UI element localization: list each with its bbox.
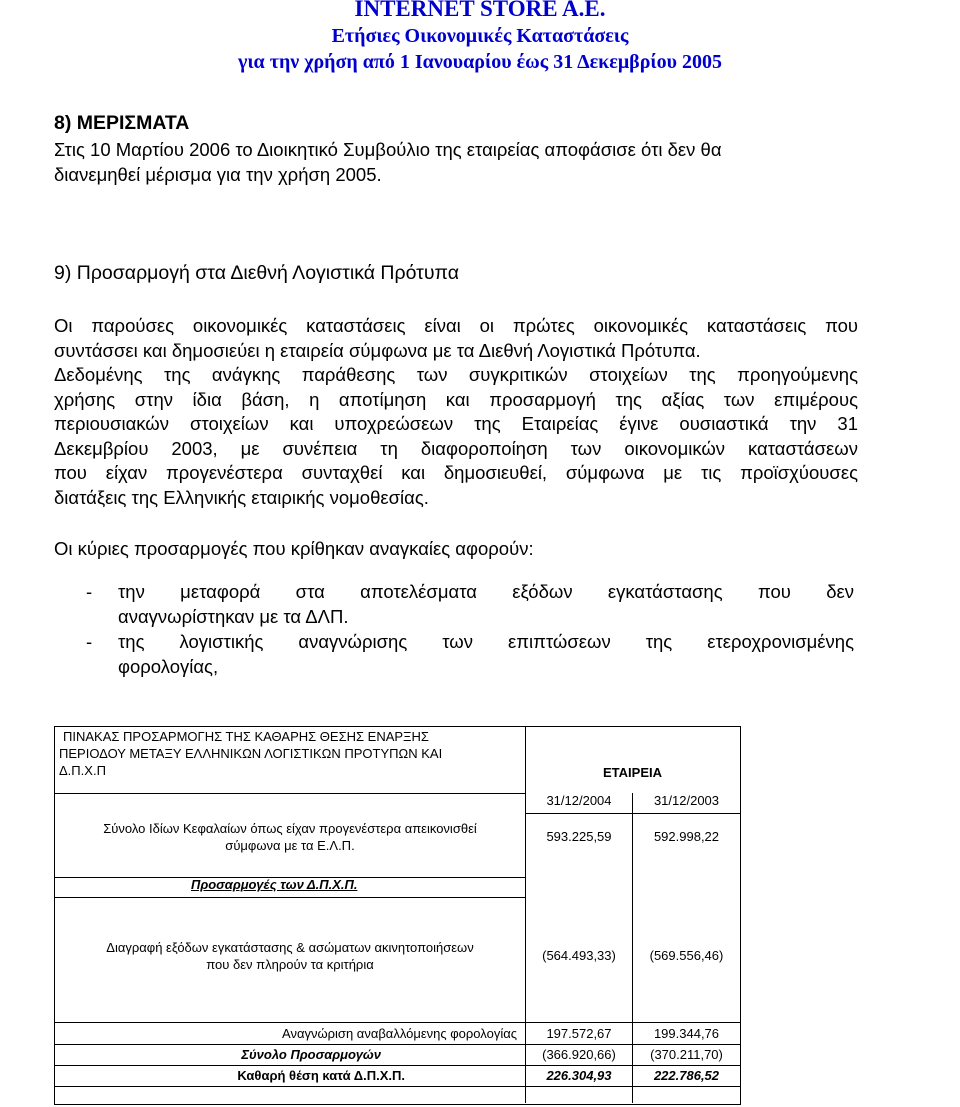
bullet-dash: -	[86, 581, 93, 602]
total-adjustments-text: Σύνολο Προσαρμογών	[241, 1047, 381, 1062]
table-divider	[525, 813, 740, 814]
table-title-line: ΠΙΝΑΚΑΣ ΠΡΟΣΑΡΜΟΓΗΣ ΤΗΣ ΚΑΘΑΡΗΣ ΘΕΣΗΣ ΕΝΑΡΞΗΣ	[63, 729, 429, 744]
bullet-line: φορολογίας,	[118, 655, 219, 677]
equity-label	[55, 820, 525, 854]
adjustments-heading: Προσαρμογές των Δ.Π.Χ.Π.	[191, 877, 358, 892]
table-title-line: ΠΕΡΙΟΔΟΥ ΜΕΤΑΞΥ ΕΛΛΗΝΙΚΩΝ ΛΟΓΙΣΤΙΚΩΝ ΠΡΟΤΥΠΩΝ ΚΑΙ	[59, 746, 443, 761]
adjustment-table	[54, 726, 741, 1105]
column-2003-header: 31/12/2003	[653, 793, 720, 808]
writeoff-label-line: που δεν πληρούν τα κριτήρια	[206, 957, 374, 972]
table-divider	[55, 1044, 740, 1045]
deferred-tax-2003: 199.344,76	[653, 1026, 720, 1041]
paragraph-line: Δεδομένης της ανάγκης παράθεσης των συγκριτικών στοιχείων της προηγούμενης	[54, 364, 858, 385]
bullet-text	[118, 630, 854, 679]
report-subtitle: Ετήσιες Οικονομικές Καταστάσεις	[331, 25, 629, 47]
deferred-tax-label: Αναγνώριση αναβαλλόμενης φορολογίας	[282, 1026, 517, 1041]
paragraph-line: συντάσσει και δημοσιεύει η εταιρεία σύμφωνα με τα Διεθνή Λογιστικά Πρότυπα.	[54, 339, 701, 361]
bullet-text	[118, 580, 854, 629]
bullet-line: την μεταφορά στα αποτελέσματα εξόδων εγκατάστασης που δεν	[118, 581, 854, 602]
net-equity-2003: 222.786,52	[653, 1068, 720, 1083]
section-9-title: 9) Προσαρμογή στα Διεθνή Λογιστικά Πρότυπα	[54, 262, 459, 284]
paragraph-line: που είχαν προγενέστερα συνταχθεί και δημοσιευθεί, σύμφωνα με τις προϊσχύουσες	[54, 462, 858, 483]
bullet-line: αναγνωρίστηκαν με τα ΔΛΠ.	[118, 605, 349, 627]
paragraph-line: Δεκεμβρίου 2003, με συνέπεια τη διαφοροποίηση των οικονομικών καταστάσεων	[54, 437, 858, 459]
equity-2004: 593.225,59	[546, 829, 612, 844]
equity-2003: 592.998,22	[653, 829, 720, 844]
deferred-tax-2004: 197.572,67	[546, 1026, 612, 1041]
bullet-line: της λογιστικής αναγνώρισης των επιπτώσεων της ετεροχρονισμένης	[118, 631, 854, 652]
net-equity-label: Καθαρή θέση κατά Δ.Π.Χ.Π.	[237, 1068, 405, 1083]
table-divider	[55, 897, 525, 898]
net-equity-2004: 226.304,93	[546, 1068, 612, 1083]
table-divider	[55, 1086, 740, 1087]
writeoff-label	[55, 939, 525, 973]
company-name: INTERNET STORE A.E.	[354, 0, 606, 21]
section-9-paragraph	[54, 314, 858, 510]
total-adjustments-2004: (366.920,66)	[542, 1047, 616, 1062]
report-period: για την χρήση από 1 Ιανουαρίου έως 31 Δεκεμβρίου 2005	[238, 51, 722, 73]
total-adjustments-2003: (370.211,70)	[650, 1047, 723, 1062]
table-title	[59, 728, 521, 779]
table-title-line: Δ.Π.Χ.Π	[59, 763, 106, 778]
equity-label-line: Σύνολο Ιδίων Κεφαλαίων όπως είχαν προγενέστερα απεικονισθεί	[103, 821, 477, 836]
column-2004-header: 31/12/2004	[546, 793, 612, 808]
company-column-header: ΕΤΑΙΡΕΙΑ	[603, 765, 662, 780]
equity-label-line: σύμφωνα με τα Ε.Λ.Π.	[225, 838, 355, 853]
table-divider	[55, 793, 525, 794]
table-divider	[55, 1022, 740, 1023]
adjustments-intro: Οι κύριες προσαρμογές που κρίθηκαν αναγκαίες αφορούν:	[54, 538, 534, 559]
writeoff-2003: (569.556,46)	[649, 948, 724, 963]
paragraph-line: Οι παρούσες οικονομικές καταστάσεις είναι οι πρώτες οικονομικές καταστάσεις που	[54, 315, 858, 336]
table-divider	[55, 1065, 740, 1066]
paragraph-line: περιουσιακών στοιχείων και υποχρεώσεων της Εταιρείας έγινε ουσιαστικά την 31	[54, 413, 858, 434]
writeoff-label-line: Διαγραφή εξόδων εγκατάστασης & ασώματων ακινητοποιήσεων	[106, 940, 474, 955]
paragraph-line: χρήσης στην ίδια βάση, η αποτίμηση και προσαρμογή της αξίας των επιμέρους	[54, 388, 858, 410]
paragraph-line: διατάξεις της Ελληνικής εταιρικής νομοθεσίας.	[54, 486, 429, 508]
section-8-line: διανεμηθεί μέρισμα για την χρήση 2005.	[54, 164, 382, 185]
section-8-line: Στις 10 Μαρτίου 2006 το Διοικητικό Συμβούλιο της εταιρείας αποφάσισε ότι δεν θα	[54, 139, 722, 160]
writeoff-2004: (564.493,33)	[542, 948, 616, 963]
bullet-dash: -	[86, 631, 93, 652]
section-8-title: 8) ΜΕΡΙΣΜΑΤΑ	[54, 112, 190, 134]
